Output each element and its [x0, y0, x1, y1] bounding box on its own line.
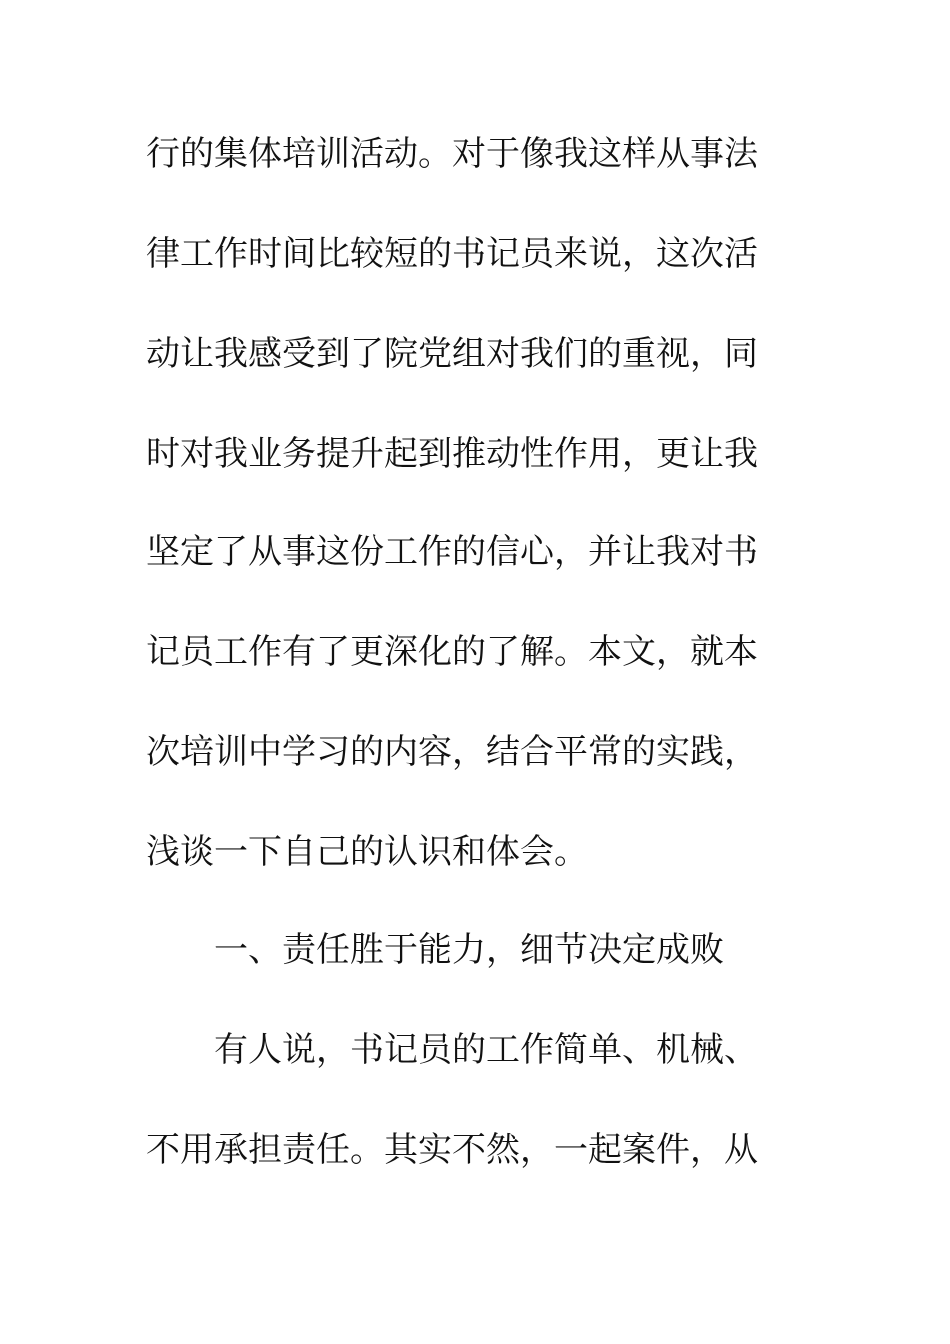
body-text-line: 动让我感受到了院党组对我们的重视，同 — [146, 334, 758, 374]
body-text-line: 次培训中学习的内容，结合平常的实践， — [146, 732, 758, 772]
body-text-line: 时对我业务提升起到推动性作用，更让我 — [146, 434, 758, 474]
paragraph-line: 有人说，书记员的工作简单、机械、 — [214, 1030, 758, 1070]
paragraph-line: 不用承担责任。其实不然，一起案件，从 — [146, 1130, 758, 1170]
body-text-line: 浅谈一下自己的认识和体会。 — [146, 832, 588, 872]
body-text-line: 记员工作有了更深化的了解。本文，就本 — [146, 632, 758, 672]
body-text-line: 律工作时间比较短的书记员来说，这次活 — [146, 234, 758, 274]
body-text-line: 行的集体培训活动。对于像我这样从事法 — [146, 134, 758, 174]
section-heading: 一、责任胜于能力，细节决定成败 — [214, 930, 724, 970]
body-text-line: 坚定了从事这份工作的信心，并让我对书 — [146, 532, 758, 572]
